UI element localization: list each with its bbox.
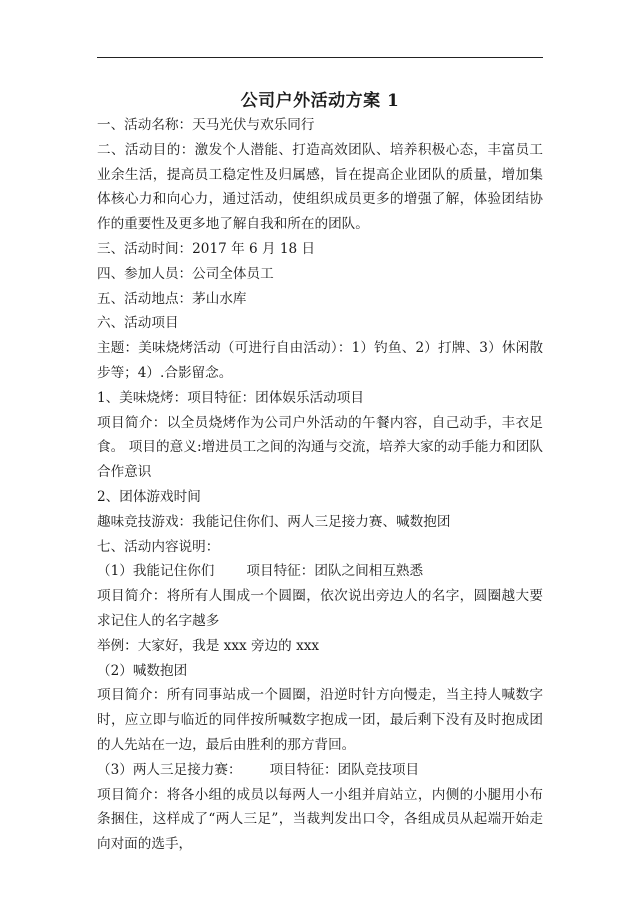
document-title: 公司户外活动方案 1 bbox=[240, 91, 400, 111]
paragraph-activity-name: 一、活动名称：天马光伏与欢乐同行 bbox=[97, 117, 315, 133]
item1-name: （1）我能记住你们 bbox=[97, 563, 215, 580]
paragraph-item3-heading bbox=[97, 758, 543, 783]
paragraph-participants: 四、参加人员：公司全体员工 bbox=[97, 265, 274, 282]
paragraph-item1-heading bbox=[97, 559, 543, 584]
header-rule bbox=[97, 57, 543, 58]
paragraph-game-time: 2、团体游戏时间 bbox=[97, 488, 201, 505]
item1-feature: 项目特征：团队之间相互熟悉 bbox=[246, 563, 424, 580]
paragraph-item1-intro: 项目简介：将所有人围成一个圆圈，依次说出旁边人的名字，圆圈越大要求记住人的名字越多 bbox=[97, 588, 543, 629]
paragraph-activity-time: 三、活动时间：2017 年 6 月 18 日 bbox=[97, 240, 316, 257]
item3-name: （3）两人三足接力赛： bbox=[97, 761, 242, 778]
document-body bbox=[97, 113, 543, 857]
paragraph-fun-games: 趣味竞技游戏：我能记住你们、两人三足接力赛、喊数抱团 bbox=[97, 513, 451, 530]
paragraph-item2-heading: （2）喊数抱团 bbox=[97, 662, 188, 679]
paragraph-theme: 主题：美味烧烤活动（可进行自由活动）：1）钓鱼、2）打牌、3）休闲散步等；4）.合影留念。 bbox=[97, 340, 543, 381]
paragraph-bbq: 1、美味烧烤：项目特征：团体娱乐活动项目 bbox=[97, 389, 364, 406]
paragraph-item3-intro: 项目简介：将各小组的成员以每两人一小组并肩站立，内侧的小腿用小布条捆住，这样成了“两人三足”，当裁判发出口令，各组成员从起端开始走向对面的选手， bbox=[97, 786, 543, 853]
item3-feature: 项目特征：团队竞技项目 bbox=[269, 761, 420, 778]
paragraph-activity-purpose: 二、活动目的：激发个人潜能、打造高效团队、培养积极心态，丰富员工业余生活，提高员工稳定性及归属感，旨在提高企业团队的质量，增加集体核心力和向心力，通过活动，使组织成员更多的增强了解，体验团结协作的重要性及更多地了解自我和所在的团队。 bbox=[97, 141, 543, 233]
paragraph-item2-intro: 项目简介：所有同事站成一个圆圈，沿逆时针方向慢走，当主持人喊数字时，应立即与临近的同伴按所喊数字抱成一团，最后剩下没有及时抱成团的人先站在一边，最后由胜利的那方背回。 bbox=[97, 687, 543, 753]
paragraph-section-details: 七、活动内容说明： bbox=[97, 538, 220, 555]
paragraph-section-projects: 六、活动项目 bbox=[97, 315, 179, 332]
paragraph-bbq-intro: 项目简介：以全员烧烤作为公司户外活动的午餐内容，自己动手，丰衣足食。 项目的意义:增进员工之间的沟通与交流，培养大家的动手能力和团队合作意识 bbox=[97, 414, 543, 481]
paragraph-item1-example: 举例：大家好，我是 xxx 旁边的 xxx bbox=[97, 637, 320, 654]
paragraph-location: 五、活动地点：茅山水库 bbox=[97, 290, 247, 307]
